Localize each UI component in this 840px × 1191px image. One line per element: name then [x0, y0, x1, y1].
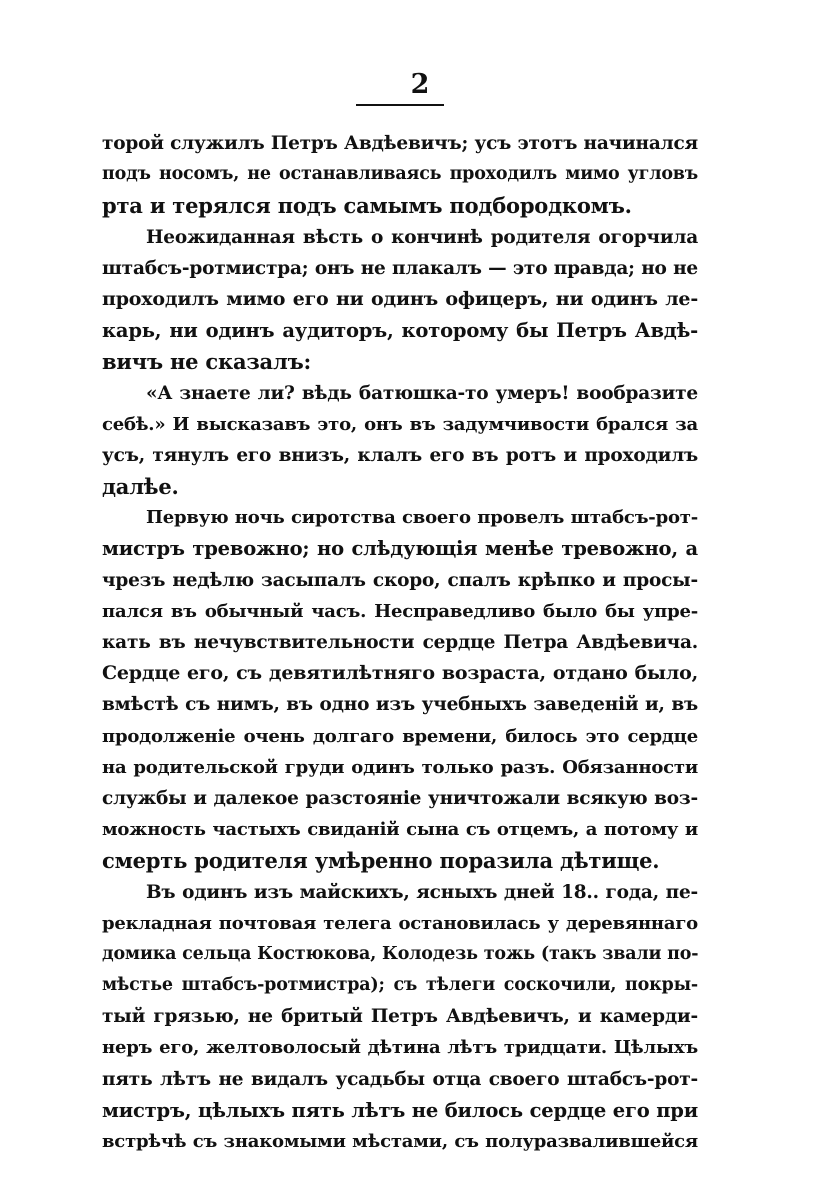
text-line: Сердце его, съ девятилѣтняго возраста, отдано было, [102, 662, 698, 685]
text-line: карь, ни одинъ аудиторъ, которому бы Петръ Авдѣ- [102, 319, 698, 343]
page-number: 2 [410, 69, 430, 100]
text-line: можность частыхъ свиданій сына съ отцемъ, а потому и [102, 819, 698, 841]
text-line: подъ носомъ, не останавливаясь проходилъ мимо угловъ [102, 164, 698, 185]
body-text [102, 128, 698, 1157]
text-line: смерть родителя умѣренно поразила дѣтище. [102, 848, 660, 874]
text-line: себѣ.» И высказавъ это, онъ въ задумчивости брался за [102, 413, 698, 435]
text-line: пять лѣтъ не видалъ усадьбы отца своего штабсъ-рот- [102, 1068, 698, 1090]
text-line: мѣстье штабсъ-ротмистра); съ тѣлеги соскочили, покры- [102, 975, 698, 996]
text-line: на родительской груди одинъ только разъ. Обязанности [102, 756, 698, 778]
text-line: неръ его, желтоволосый дѣтина лѣтъ тридцати. Цѣлыхъ [102, 1037, 698, 1059]
text-line: чрезъ недѣлю засыпалъ скоро, спалъ крѣпко и просы- [102, 569, 698, 591]
text-line: Первую ночь сиротства своего провелъ штабсъ-рот- [146, 507, 698, 529]
text-line: усъ, тянулъ его внизъ, клалъ его въ ротъ и проходилъ [102, 444, 698, 466]
header-rule [356, 104, 444, 106]
text-line: мистръ, цѣлыхъ пять лѣтъ не билось сердце его при [102, 1098, 698, 1122]
text-line: службы и далекое разстояніе уничтожали всякую воз- [102, 787, 698, 809]
text-line: вичъ не сказалъ: [102, 349, 312, 375]
text-line: вмѣстѣ съ нимъ, въ одно изъ учебныхъ заведеній и, въ [102, 694, 698, 716]
text-line: Неожиданная вѣсть о кончинѣ родителя огорчила [146, 226, 698, 248]
text-line: «А знаете ли? вѣдь батюшка-то умеръ! вообразите [146, 382, 698, 404]
text-line: штабсъ-ротмистра; онъ не плакалъ — это правда; но не [102, 257, 698, 279]
text-line: Въ одинъ изъ майскихъ, ясныхъ дней 18.. года, пе- [146, 881, 698, 903]
text-line: встрѣчѣ съ знакомыми мѣстами, съ полуразвалившейся [102, 1131, 698, 1152]
text-line: домика сельца Костюкова, Колодезь тожь (такъ звали по- [102, 943, 699, 964]
text-line: торой служилъ Петръ Авдѣевичъ; усъ этотъ начинался [102, 133, 698, 154]
text-line: тый грязью, не бритый Петръ Авдѣевичъ, и камерди- [102, 1006, 698, 1028]
text-line: рекладная почтовая телега остановилась у деревяннаго [102, 912, 698, 934]
text-line: пался въ обычный часъ. Несправедливо было бы упре- [102, 600, 698, 622]
text-line: проходилъ мимо его ни одинъ офицеръ, ни одинъ ле- [102, 287, 698, 310]
text-line: мистръ тревожно; но слѣдующія менѣе тревожно, а [102, 537, 698, 561]
text-line: далѣе. [102, 474, 179, 500]
text-line: рта и терялся подъ самымъ подбородкомъ. [102, 193, 632, 219]
text-line: продолженіе очень долгаго времени, билось это сердце [102, 725, 698, 747]
text-line: кать въ нечувствительности сердце Петра Авдѣевича. [102, 632, 698, 653]
